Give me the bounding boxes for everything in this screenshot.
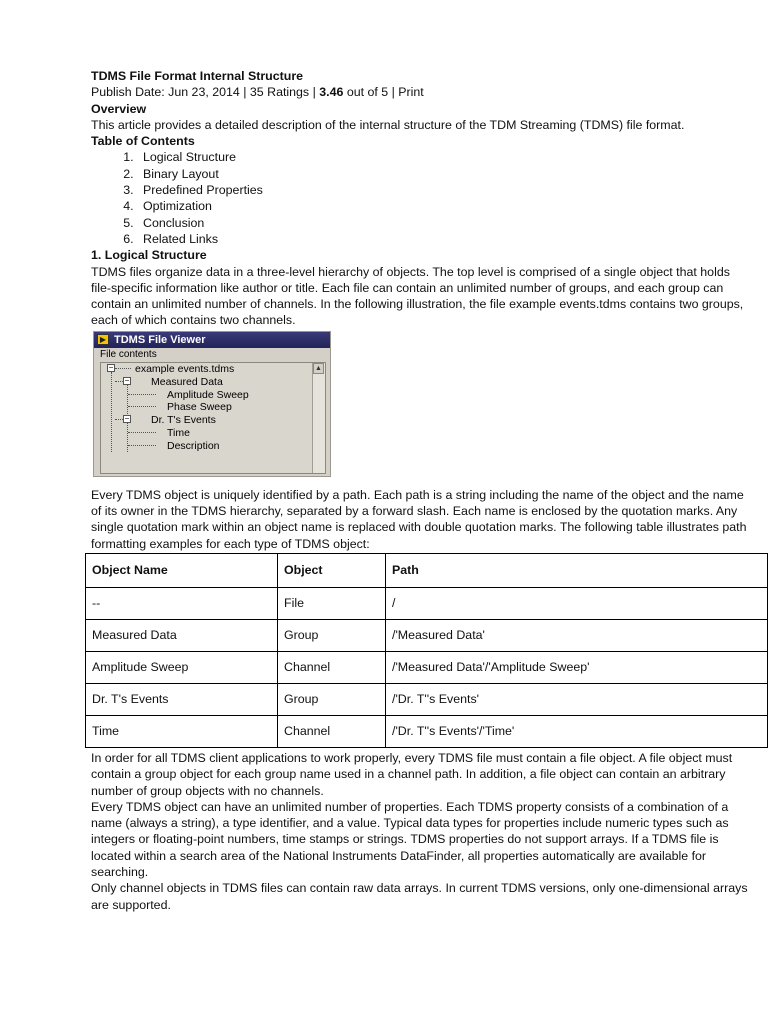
logical-structure-heading: 1. Logical Structure [91, 248, 207, 263]
column-header: Path [386, 553, 768, 587]
overview-text: This article provides a detailed description of the internal structure of the TDM Streaming (TDMS) file format. [91, 117, 685, 132]
table-cell: Measured Data [86, 619, 278, 651]
table-cell: -- [86, 587, 278, 619]
table-cell: Channel [278, 715, 386, 747]
table-cell: Channel [278, 651, 386, 683]
viewer-title-bar [94, 332, 330, 348]
table-header-row [86, 553, 768, 587]
table-row [86, 651, 768, 683]
table-cell: /'Measured Data'/'Amplitude Sweep' [386, 651, 768, 683]
tree-node-channel[interactable]: Amplitude Sweep [167, 388, 249, 401]
table-cell: /'Measured Data' [386, 619, 768, 651]
file-contents-tree [100, 362, 326, 474]
table-row [86, 683, 768, 715]
table-cell: Group [278, 683, 386, 715]
publish-info [91, 84, 751, 100]
table-cell: Amplitude Sweep [86, 651, 278, 683]
table-cell: Dr. T's Events [86, 683, 278, 715]
toc-item-logical-structure[interactable]: 1. Logical Structure [137, 149, 751, 165]
table-row [86, 587, 768, 619]
overview-heading: Overview [91, 101, 147, 116]
properties-para: Every TDMS object can have an unlimited number of properties. Each TDMS property consists of a combination of a name (always a string), a type identifier, and a value. Typical data types for properties include numeric types such as integers or floating-point numbers, time stamps or strings. TDMS properties do not support arrays. If a TDMS file is located within a search area of the National Instruments DataFinder, all properties automatically are available for searching. [91, 799, 729, 880]
tree-node-channel[interactable]: Phase Sweep [167, 400, 232, 413]
path-examples-table [85, 553, 768, 748]
tree-node-channel[interactable]: Time [167, 426, 190, 439]
toc-item-binary-layout[interactable]: 2. Binary Layout [137, 166, 751, 182]
toc-heading: Table of Contents [91, 134, 195, 149]
table-cell: Time [86, 715, 278, 747]
table-cell: /'Dr. T''s Events' [386, 683, 768, 715]
column-header: Object Name [86, 553, 278, 587]
file-object-para: In order for all TDMS client applications to work properly, every TDMS file must contain a file object. A file object must contain a group object for each group name used in a channel path. In addition, a file object can contain an arbitrary number of group objects with no channels. [91, 750, 733, 798]
toc-item-related-links[interactable]: 6. Related Links [137, 231, 751, 247]
tdms-file-viewer-screenshot [93, 331, 331, 477]
toc-item-optimization[interactable]: 4. Optimization [137, 198, 751, 214]
toc-list [91, 149, 751, 247]
publish-prefix: Publish Date: Jun 23, 2014 | 35 Ratings | [91, 85, 320, 100]
table-row [86, 715, 768, 747]
labview-run-icon: ▶ [97, 334, 109, 345]
table-cell: /'Dr. T''s Events'/'Time' [386, 715, 768, 747]
file-contents-label: File contents [100, 348, 157, 360]
toc-item-conclusion[interactable]: 5. Conclusion [137, 215, 751, 231]
table-row [86, 619, 768, 651]
collapse-toggle-icon[interactable]: − [124, 375, 130, 385]
rating-value: 3.46 [319, 85, 344, 100]
tree-node-file[interactable]: example events.tdms [135, 362, 235, 375]
column-header: Object [278, 553, 386, 587]
collapse-toggle-icon[interactable]: − [108, 362, 114, 372]
collapse-toggle-icon[interactable]: − [124, 413, 130, 423]
table-cell: / [386, 587, 768, 619]
table-cell: Group [278, 619, 386, 651]
rating-suffix: out of 5 | Print [343, 85, 424, 100]
document-page [91, 68, 751, 913]
tree-node-group[interactable]: Dr. T's Events [151, 413, 216, 426]
table-cell: File [278, 587, 386, 619]
toc-item-predefined-properties[interactable]: 3. Predefined Properties [137, 182, 751, 198]
tree-scrollbar[interactable] [312, 363, 325, 473]
viewer-window-title: TDMS File Viewer [114, 333, 206, 346]
raw-data-para: Only channel objects in TDMS files can contain raw data arrays. In current TDMS versions, only one-dimensional arrays are supported. [91, 881, 748, 912]
scroll-up-arrow-icon[interactable]: ▲ [313, 363, 324, 374]
tree-node-group[interactable]: Measured Data [151, 375, 223, 388]
logical-structure-para1: TDMS files organize data in a three-level hierarchy of objects. The top level is comprised of a single object that holds file-specific information like author or title. Each file can contain an unlimited number of groups, and each group can contain an unlimited number of channels. In the following illustration, the file example events.tdms contains two groups, each of which contains two channels. [91, 264, 744, 328]
tree-node-channel[interactable]: Description [167, 439, 220, 452]
logical-structure-para2: Every TDMS object is uniquely identified by a path. Each path is a string including the name of the object and the name of its owner in the TDMS hierarchy, separated by a forward slash. Each name is enclosed by the quotation marks. Any single quotation mark within an object name is replaced with double quotation marks. The following table illustrates path formatting examples for each type of TDMS object: [91, 487, 747, 551]
document-title: TDMS File Format Internal Structure [91, 69, 304, 83]
